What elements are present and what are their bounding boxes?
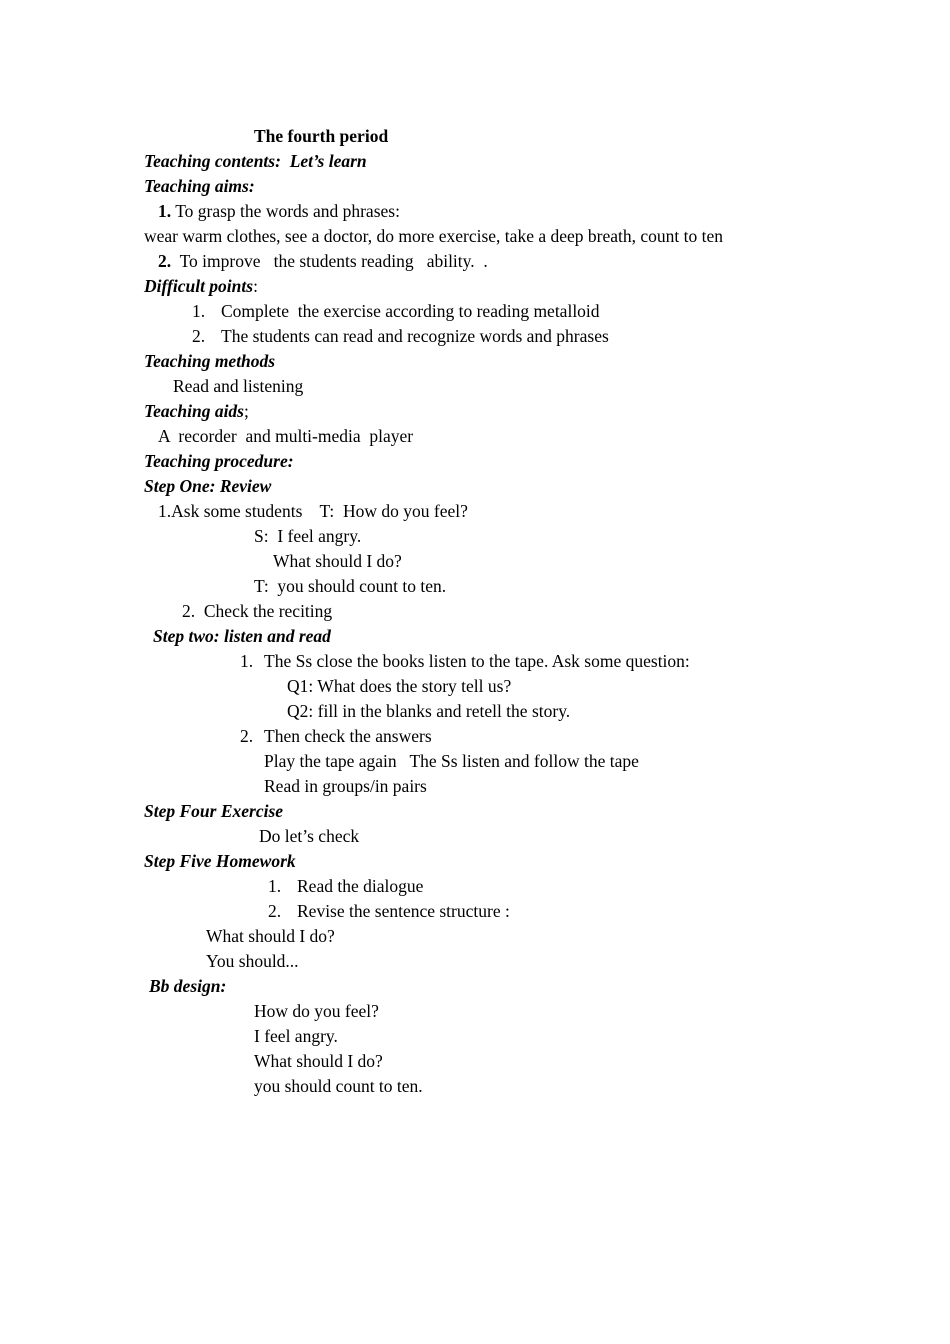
teaching-aids-label: Teaching aids xyxy=(144,401,244,421)
step-two-play-line: Play the tape again The Ss listen and follow the tape xyxy=(264,751,639,771)
step-two-item-2-text: Then check the answers xyxy=(264,726,432,746)
homework-item-1-text: Read the dialogue xyxy=(297,876,424,896)
difficult-points-suffix: : xyxy=(253,276,258,296)
step-four-text: Do let’s check xyxy=(259,826,360,846)
homework-item-2-text: Revise the sentence structure : xyxy=(297,901,510,921)
step-one-line-2: S: I feel angry. xyxy=(254,526,362,546)
teaching-aids-suffix: ; xyxy=(244,401,249,421)
aims-item-2-text: To improve the students reading ability. . xyxy=(179,251,488,271)
step-one-heading: Step One: Review xyxy=(144,476,272,496)
step-two-heading: Step two: listen and read xyxy=(153,626,331,646)
aims-item-1 xyxy=(158,199,400,224)
difficult-item-1-text: Complete the exercise according to reading metalloid xyxy=(221,301,600,321)
difficult-item-2 xyxy=(192,324,609,349)
teaching-aids-heading xyxy=(144,399,249,424)
teaching-contents-label: Teaching contents: xyxy=(144,151,281,171)
step-two-item-1 xyxy=(240,649,690,674)
teaching-contents-value: Let’s learn xyxy=(289,151,367,171)
step-two-item-2-number: 2. xyxy=(240,726,254,746)
difficult-item-2-text: The students can read and recognize words and phrases xyxy=(221,326,609,346)
difficult-item-2-number: 2. xyxy=(192,326,206,346)
teaching-procedure-heading: Teaching procedure: xyxy=(144,451,294,471)
aims-word-list: wear warm clothes, see a doctor, do more exercise, take a deep breath, count to ten xyxy=(144,226,723,246)
difficult-points-label: Difficult points xyxy=(144,276,254,296)
homework-item-2 xyxy=(268,899,510,924)
aims-item-1-number: 1. xyxy=(158,201,172,221)
aims-item-2-number: 2. xyxy=(158,251,172,271)
question-1: Q1: What does the story tell us? xyxy=(287,676,512,696)
homework-item-1 xyxy=(268,874,424,899)
step-two-item-1-number: 1. xyxy=(240,651,254,671)
bb-design-line-4: you should count to ten. xyxy=(254,1076,423,1096)
step-one-line-1: 1.Ask some students T: How do you feel? xyxy=(158,501,468,521)
teaching-contents xyxy=(144,149,367,174)
step-two-item-2 xyxy=(240,724,432,749)
step-two-read-line: Read in groups/in pairs xyxy=(264,776,427,796)
step-two-item-1-text: The Ss close the books listen to the tape. Ask some question: xyxy=(264,651,690,671)
difficult-item-1 xyxy=(192,299,600,324)
teaching-methods-value: Read and listening xyxy=(173,376,304,396)
aims-item-2 xyxy=(158,249,488,274)
difficult-points-heading xyxy=(144,274,258,299)
question-2: Q2: fill in the blanks and retell the story. xyxy=(287,701,571,721)
step-one-line-4: T: you should count to ten. xyxy=(254,576,447,596)
homework-item-1-number: 1. xyxy=(268,876,282,896)
homework-line-1: What should I do? xyxy=(206,926,335,946)
page-title: The fourth period xyxy=(254,126,389,146)
step-one-line-3: What should I do? xyxy=(273,551,402,571)
difficult-item-1-number: 1. xyxy=(192,301,206,321)
homework-item-2-number: 2. xyxy=(268,901,282,921)
bb-design-heading: Bb design: xyxy=(149,976,227,996)
step-five-heading: Step Five Homework xyxy=(144,851,296,871)
step-one-line-5: 2. Check the reciting xyxy=(182,601,333,621)
homework-line-2: You should... xyxy=(206,951,299,971)
step-four-heading: Step Four Exercise xyxy=(144,801,284,821)
teaching-aids-value: A recorder and multi-media player xyxy=(158,426,414,446)
teaching-methods-heading: Teaching methods xyxy=(144,351,276,371)
bb-design-line-1: How do you feel? xyxy=(254,1001,379,1021)
teaching-aims-heading: Teaching aims: xyxy=(144,176,255,196)
aims-item-1-text: To grasp the words and phrases: xyxy=(175,201,400,221)
bb-design-line-3: What should I do? xyxy=(254,1051,383,1071)
bb-design-line-2: I feel angry. xyxy=(254,1026,338,1046)
